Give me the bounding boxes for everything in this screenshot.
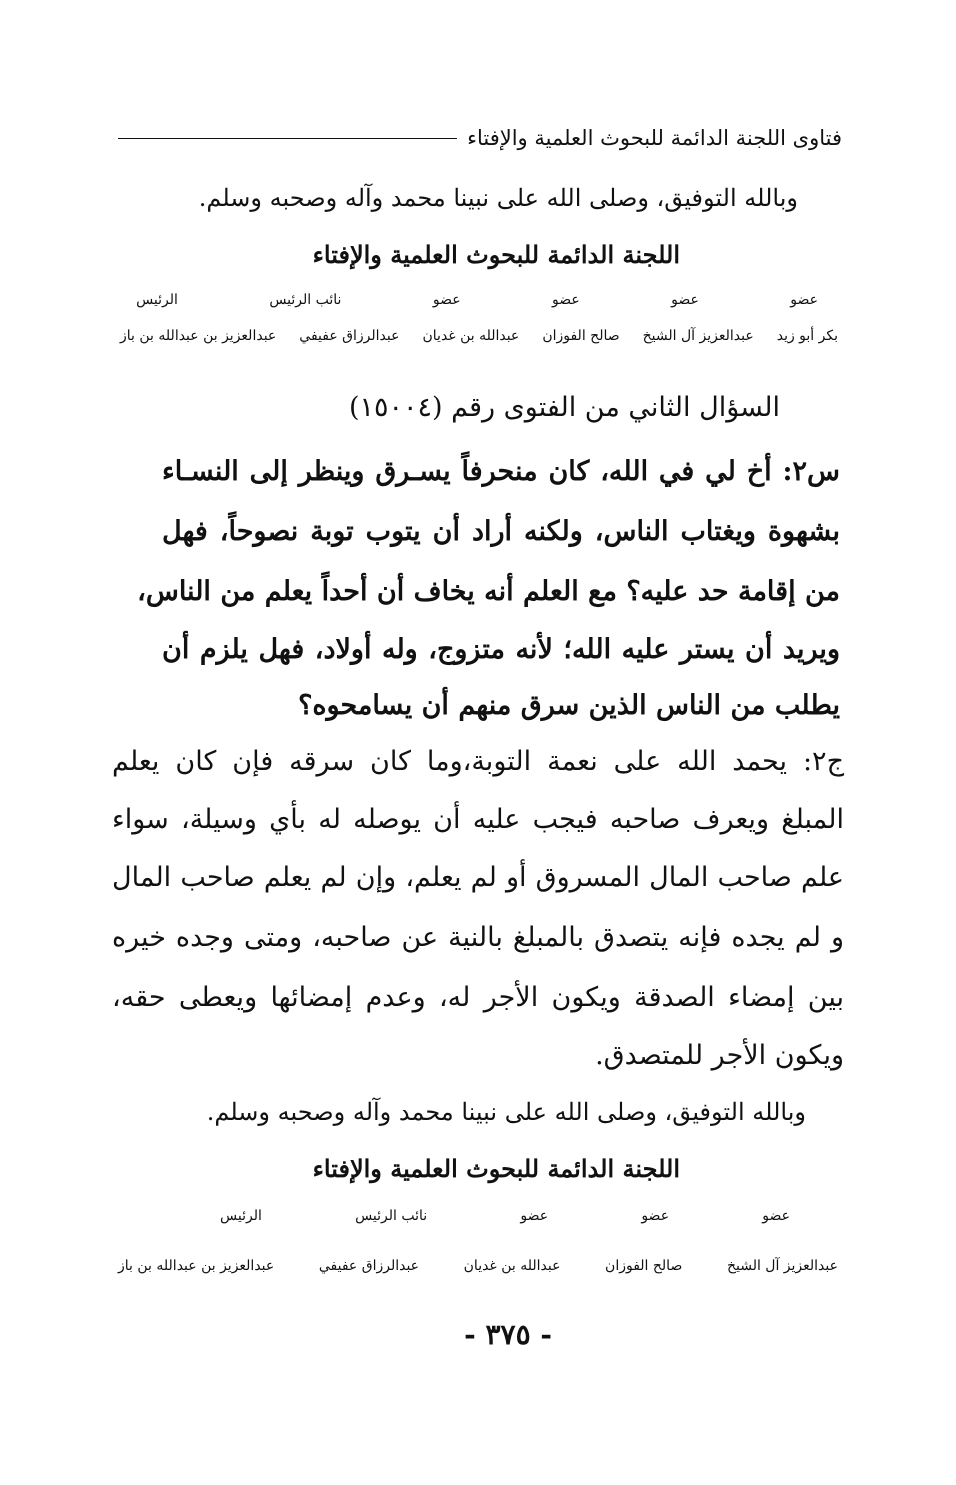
page-number: - ٣٧٥ - — [464, 1318, 552, 1351]
signatory-name: عبدالله بن غديان — [422, 328, 520, 344]
question-line: بشهوة ويغتاب الناس، ولكنه أراد أن يتوب توبة نصوحاً، فهل — [162, 516, 840, 547]
role: عضو — [551, 292, 580, 308]
role: الرئيس — [220, 1208, 262, 1224]
role: عضو — [641, 1208, 670, 1224]
question-line: يطلب من الناس الذين سرق منهم أن يسامحوه؟ — [298, 690, 840, 721]
role: عضو — [790, 292, 818, 308]
question-heading: السؤال الثاني من الفتوى رقم (١٥٠٠٤) — [348, 392, 780, 423]
role: نائب الرئيس — [269, 292, 342, 308]
signatory-name: عبدالعزيز بن عبدالله بن باز — [118, 1258, 275, 1274]
role: عضو — [671, 292, 699, 308]
role: عضو — [762, 1208, 790, 1224]
signatory-roles-2 — [220, 1208, 790, 1224]
signatory-names-1 — [120, 328, 838, 344]
signatory-name: عبدالعزيز آل الشيخ — [642, 328, 754, 344]
signatory-name: عبدالله بن غديان — [463, 1258, 561, 1274]
answer-line: ويكون الأجر للمتصدق. — [595, 1040, 844, 1071]
closing-line-1: وبالله التوفيق، وصلى الله على نبينا محمد وآله وصحبه وسلم. — [198, 184, 798, 212]
signatory-name: صالح الفوزان — [542, 328, 620, 344]
running-header — [118, 122, 842, 154]
header-rule — [118, 138, 457, 139]
signatory-name: عبدالرزاق عفيفي — [318, 1258, 420, 1274]
question-line: س٢: أخ لي في الله، كان منحرفاً يسـرق وينظر إلى النسـاء — [162, 456, 840, 487]
signatory-name: عبدالعزيز بن عبدالله بن باز — [120, 328, 277, 344]
question-line: من إقامة حد عليه؟ مع العلم أنه يخاف أن أحداً يعلم من الناس، — [137, 576, 840, 607]
signatory-name: صالح الفوزان — [605, 1258, 683, 1274]
signatory-name: بكر أبو زيد — [776, 328, 838, 344]
committee-name-2: اللجنة الدائمة للبحوث العلمية والإفتاء — [312, 1154, 680, 1183]
role: عضو — [520, 1208, 549, 1224]
role: عضو — [432, 292, 461, 308]
answer-line: و لم يجده فإنه يتصدق بالمبلغ بالنية عن صاحبه، ومتى وجده خيره — [112, 922, 845, 953]
answer-line: ج٢: يحمد الله على نعمة التوبة،وما كان سرقه فإن كان يعلم — [112, 746, 844, 777]
answer-line: علم صاحب المال المسروق أو لم يعلم، وإن لم يعلم صاحب المال — [112, 862, 844, 893]
header-title: فتاوى اللجنة الدائمة للبحوث العلمية والإفتاء — [467, 126, 842, 150]
signatory-names-2 — [118, 1258, 838, 1274]
role: الرئيس — [136, 292, 178, 308]
signatory-roles-1 — [136, 292, 818, 308]
signatory-name: عبدالرزاق عفيفي — [299, 328, 400, 344]
answer-line: بين إمضاء الصدقة ويكون الأجر له، وعدم إمضائها ويعطى حقه، — [112, 982, 844, 1013]
closing-line-2: وبالله التوفيق، وصلى الله على نبينا محمد وآله وصحبه وسلم. — [206, 1098, 806, 1126]
question-line: ويريد أن يستر عليه الله؛ لأنه متزوج، وله أولاد، فهل يلزم أن — [162, 634, 840, 665]
role: نائب الرئيس — [355, 1208, 428, 1224]
answer-line: المبلغ ويعرف صاحبه فيجب عليه أن يوصله له بأي وسيلة، سواء — [112, 804, 844, 835]
committee-name-1: اللجنة الدائمة للبحوث العلمية والإفتاء — [312, 240, 680, 269]
signatory-name: عبدالعزيز آل الشيخ — [726, 1258, 838, 1274]
